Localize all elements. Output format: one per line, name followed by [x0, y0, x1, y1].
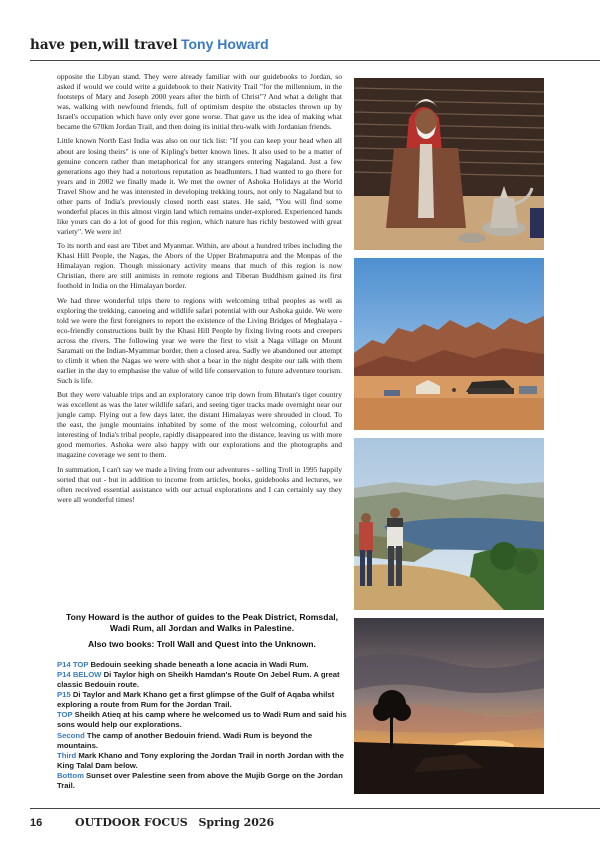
caption-text: Bedouin seeking shade beneath a lone acacia in Wadi Rum. [88, 660, 309, 669]
caption-text: The camp of another Bedouin friend. Wadi Rum is beyond the mountains. [57, 730, 313, 750]
caption-p14-below [57, 670, 347, 690]
photo-king-talal-dam [354, 438, 544, 610]
article-paragraph: In summation, I can't say we made a living from our adventures - selling Troll in 1995 happily sorted that out - but in addition to income from articles, books, guidebooks and lectures, we often received essential assistance with our actual explorations and I can certainly say they were all wonderful times! [57, 464, 342, 504]
caption-tag: Bottom [57, 770, 84, 780]
article-paragraph: Little known North East India was also on our tick list: "If you can keep your head when all about are losing theirs" is one of Kipling's better known lines. It also used to be a matter of genuine concern rather than metaphorical for any strangers entering Nagaland. Just a few generations ago they had a notorious reputation as headhunters. I had wanted to go there for years and in 2002 we finally made it. We met the owner of Ashoka Holidays at the World Travel Show and he was interested in developing trekking tours, not only to Nagaland but to other parts of India's previously closed north east states. He said, "You will find some wonderful places in this almost virgin land which remains under-explored. Experienced hands like yours can do a lot of good for this region, which nature has richly bestowed with great variety". We were in! [57, 136, 342, 236]
photo-camp-image [354, 258, 544, 430]
caption-third [57, 751, 347, 771]
photo-sunset-image [354, 618, 544, 794]
issue-date: Spring 2026 [198, 816, 275, 829]
author-bio [57, 612, 347, 656]
caption-p14-top [57, 660, 347, 670]
section-title: have pen,will travel [30, 37, 178, 53]
caption-tag: P14 TOP [57, 660, 89, 669]
photo-dam-image [354, 438, 544, 610]
article-paragraph: opposite the Libyan stand. They were already familiar with our guidebooks to Jordan, so asked if would we could write a guidebook to their Nativity Trail "for the millennium, in the footsteps of Mary and Joseph 2000 years after the birth of Christ"? And what a delight that was, walking with newfound friends, full of optimism despite the obstacles thrown up by Israel's occupation which have only ever gone worse. That gave us the idea of making what became the 670km Jordan Trail, and then doing its initial thru-walk with Jordanian friends. [57, 72, 342, 132]
caption-p15 [57, 690, 347, 710]
caption-tag: Second [57, 730, 85, 740]
caption-bottom [57, 771, 347, 791]
caption-text: Sheikh Atieq at his camp where he welcomed us to Wadi Rum and said his sons would help our explorations. [57, 710, 347, 730]
header-rule [30, 60, 600, 61]
caption-tag: Third [57, 750, 77, 760]
photo-bedouin-camp [354, 258, 544, 430]
caption-tag: TOP [57, 710, 73, 720]
article-paragraph: We had three wonderful trips there to regions with welcoming tribal peoples as well as exploring the trekking, canoeing and wildlife safari potential with our Ashoka guide. We were told we were the first foreigners to report the existence of the Living Bridges of Meghalaya - eco-friendly constructions built by the Khasi Hill People by fixing living roots and creepers across the rivers. The following year we were the first to visit a Naga village on Mount Saramati on the Indian-Myammar border, then a closed area. Sadly we abandoned our attempt to climb it when the Nagas we were with shot a bear in the night despite our talk with them earlier in the day to emphasise the value of wild life conservation to future adventure tourism. Such is life. [57, 295, 342, 385]
caption-text: Di Taylor and Mark Khano get a first glimpse of the Gulf of Aqaba whilst exploring a route from Rum for the Jordan Trail. [57, 690, 335, 710]
caption-tag: P14 BELOW [57, 670, 102, 680]
caption-text: Di Taylor high on Sheikh Hamdan's Route On Jebel Rum. A great classic Bedouin route. [57, 670, 340, 690]
header-author: Tony Howard [180, 36, 269, 52]
article-paragraph: To its north and east are Tibet and Myanmar. Within, are about a hundred tribes including the Khasi Hill People, the Nagas, the Abors of the Upper Brahmaputra and the Monpas of the Himalayan region. Though missionary activity means that much of this region is now Christian, there are still animists in remote regions and Tiberan Buddhism gained its first foothold in India on the Himalayan border. [57, 241, 342, 291]
photo-captions [57, 660, 347, 791]
caption-second [57, 731, 347, 751]
page-footer [30, 816, 274, 829]
magazine-title: OUTDOOR FOCUS [75, 816, 188, 829]
article-paragraph: But they were valuable trips and an exploratory canoe trip down from Bhutan's tiger country was excellent as was the later wildlife safari, and seeing tiger tracks made overnight near our jungle camp. Flying out a few days later, the distant Himalayas were shrouded in cloud. To the east, the jungle mountains inhabited by some of the most welcoming, colourful and interesting of India's tribal people, rapidly disappeared into the distance, leaving us with more good memories. Ashoka were also happy with our explorations and the photographs and magazine coverage we sent to them. [57, 390, 342, 460]
caption-tag: P15 [57, 690, 71, 700]
author-books-line: Also two books: Troll Wall and Quest into the Unknown. [88, 639, 316, 650]
photo-sheikh-image [354, 78, 544, 250]
article-body [57, 72, 342, 509]
page-header [30, 36, 269, 53]
photo-sheikh-camp [354, 78, 544, 250]
photo-sunset-mujib [354, 618, 544, 794]
caption-top [57, 710, 347, 730]
footer-rule [30, 808, 600, 809]
caption-text: Mark Khano and Tony exploring the Jordan Trail in north Jordan with the King Talal Dam below. [57, 750, 344, 770]
page-number: 16 [30, 817, 43, 829]
caption-text: Sunset over Palestine seen from above the Mujib Gorge on the Jordan Trail. [57, 770, 343, 790]
author-bio-line: Tony Howard is the author of guides to the Peak District, Romsdal, Wadi Rum, all Jordan and Walks in Palestine. [65, 612, 338, 633]
